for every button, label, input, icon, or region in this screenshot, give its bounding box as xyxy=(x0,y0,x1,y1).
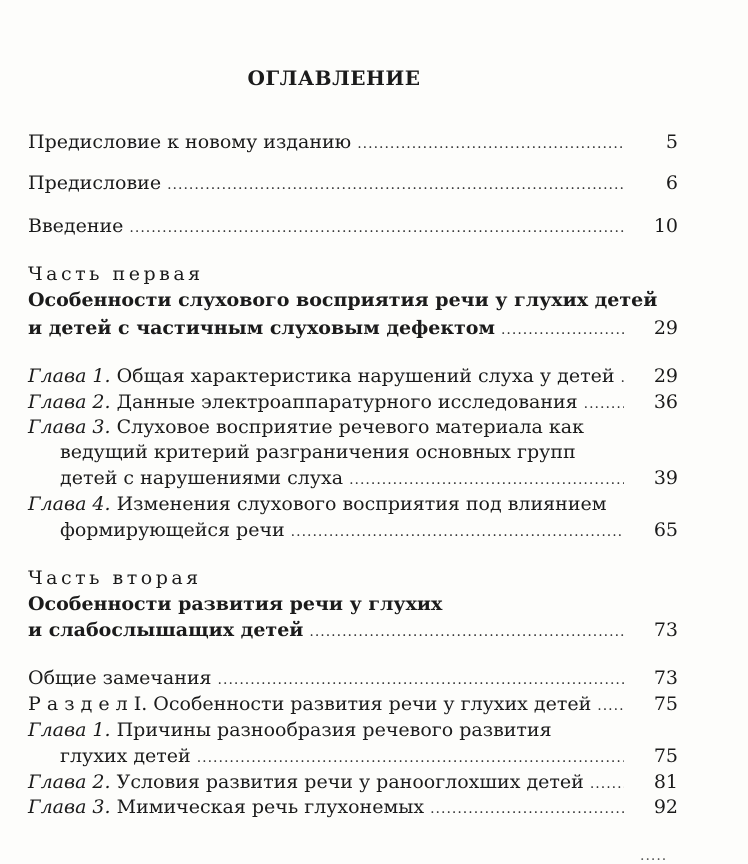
chapter-prefix: Глава 2. xyxy=(28,771,111,793)
part-title-line: и слабослышащих детей xyxy=(28,619,304,641)
toc-entry-section-1 xyxy=(28,692,678,718)
page-number: 73 xyxy=(653,619,678,641)
chapter-prefix: Глава 1. xyxy=(28,365,111,387)
chapter-entry xyxy=(28,795,678,821)
chapter-title-continued: ведущий критерий разграничения основных групп xyxy=(60,441,576,463)
chapter-title: Общая характеристика нарушений слуха у детей xyxy=(116,365,615,387)
leader-dots xyxy=(597,694,624,718)
page-number: 81 xyxy=(653,771,678,793)
toc-entry-label: Р а з д е л I. Особенности развития речи у глухих детей xyxy=(28,693,592,715)
chapter-entry xyxy=(28,770,678,796)
part-title-line: и детей с частичным слуховым дефектом xyxy=(28,317,495,339)
leader-dots xyxy=(197,746,624,770)
chapter-title: Причины разнообразия речевого развития xyxy=(116,719,552,741)
page-number: 6 xyxy=(665,172,678,194)
chapter-title-continued: детей с нарушениями слуха xyxy=(60,467,344,489)
chapter-entry xyxy=(28,415,584,439)
chapter-title: Мимическая речь глухонемых xyxy=(116,796,425,818)
part-title-entry xyxy=(28,618,678,644)
page-number: 5 xyxy=(665,131,678,153)
toc-entry-introduction xyxy=(28,214,678,240)
chapter-title: Данные электроаппаратурного исследования xyxy=(116,391,578,413)
chapter-entry xyxy=(28,492,607,516)
chapter-prefix: Глава 3. xyxy=(28,416,111,438)
leader-dots xyxy=(430,797,624,821)
leader-dots xyxy=(349,468,624,492)
chapter-prefix: Глава 2. xyxy=(28,391,111,413)
toc-entry-general-remarks xyxy=(28,666,678,692)
chapter-title: Изменения слухового восприятия под влиянием xyxy=(116,493,607,515)
page-number: 39 xyxy=(653,467,678,489)
chapter-prefix: Глава 4. xyxy=(28,493,111,515)
toc-entry-preface-new xyxy=(28,130,678,156)
toc-entry-label: Введение xyxy=(28,215,124,237)
leader-dots xyxy=(218,668,624,692)
page-number: 73 xyxy=(653,667,678,689)
page-number: 29 xyxy=(653,365,678,387)
leader-dots xyxy=(291,520,624,544)
chapter-entry-end xyxy=(60,744,678,770)
leader-dots xyxy=(167,173,624,197)
chapter-entry-end xyxy=(60,518,678,544)
chapter-title-continued: глухих детей xyxy=(60,745,191,767)
page-number: 10 xyxy=(653,215,678,237)
part-heading: Часть вторая xyxy=(28,567,202,589)
page-number: 75 xyxy=(653,693,678,715)
chapter-prefix: Глава 3. xyxy=(28,796,111,818)
leader-dots xyxy=(357,132,624,156)
part-title-entry xyxy=(28,316,678,342)
chapter-title: Условия развития речи у ранооглохших детей xyxy=(116,771,584,793)
leader-dots xyxy=(501,318,624,342)
footer-leader-dots: ..... xyxy=(640,848,668,864)
leader-dots xyxy=(590,772,624,796)
leader-dots xyxy=(621,366,624,390)
page-number: 65 xyxy=(653,519,678,541)
toc-entry-label: Предисловие xyxy=(28,172,162,194)
chapter-entry xyxy=(28,364,678,390)
leader-dots xyxy=(129,216,624,240)
page-number: 29 xyxy=(653,317,678,339)
toc-entry-preface xyxy=(28,171,678,197)
page-number: 92 xyxy=(653,796,678,818)
leader-dots xyxy=(309,620,624,644)
chapter-entry xyxy=(28,390,678,416)
part-title-line: Особенности слухового восприятия речи у глухих детей xyxy=(28,289,658,311)
page-number: 36 xyxy=(653,391,678,413)
part-title-line: Особенности развития речи у глухих xyxy=(28,593,443,615)
toc-entry-label: Общие замечания xyxy=(28,667,212,689)
page-number: 75 xyxy=(653,745,678,767)
chapter-entry-end xyxy=(60,466,678,492)
toc-entry-label: Предисловие к новому изданию xyxy=(28,131,352,153)
chapter-title-continued: формирующейся речи xyxy=(60,519,285,541)
part-heading: Часть первая xyxy=(28,263,204,285)
chapter-title: Слуховое восприятие речевого материала как xyxy=(116,416,584,438)
leader-dots xyxy=(584,392,624,416)
toc-title: ОГЛАВЛЕНИЕ xyxy=(247,66,421,90)
chapter-prefix: Глава 1. xyxy=(28,719,111,741)
chapter-entry xyxy=(28,718,552,742)
